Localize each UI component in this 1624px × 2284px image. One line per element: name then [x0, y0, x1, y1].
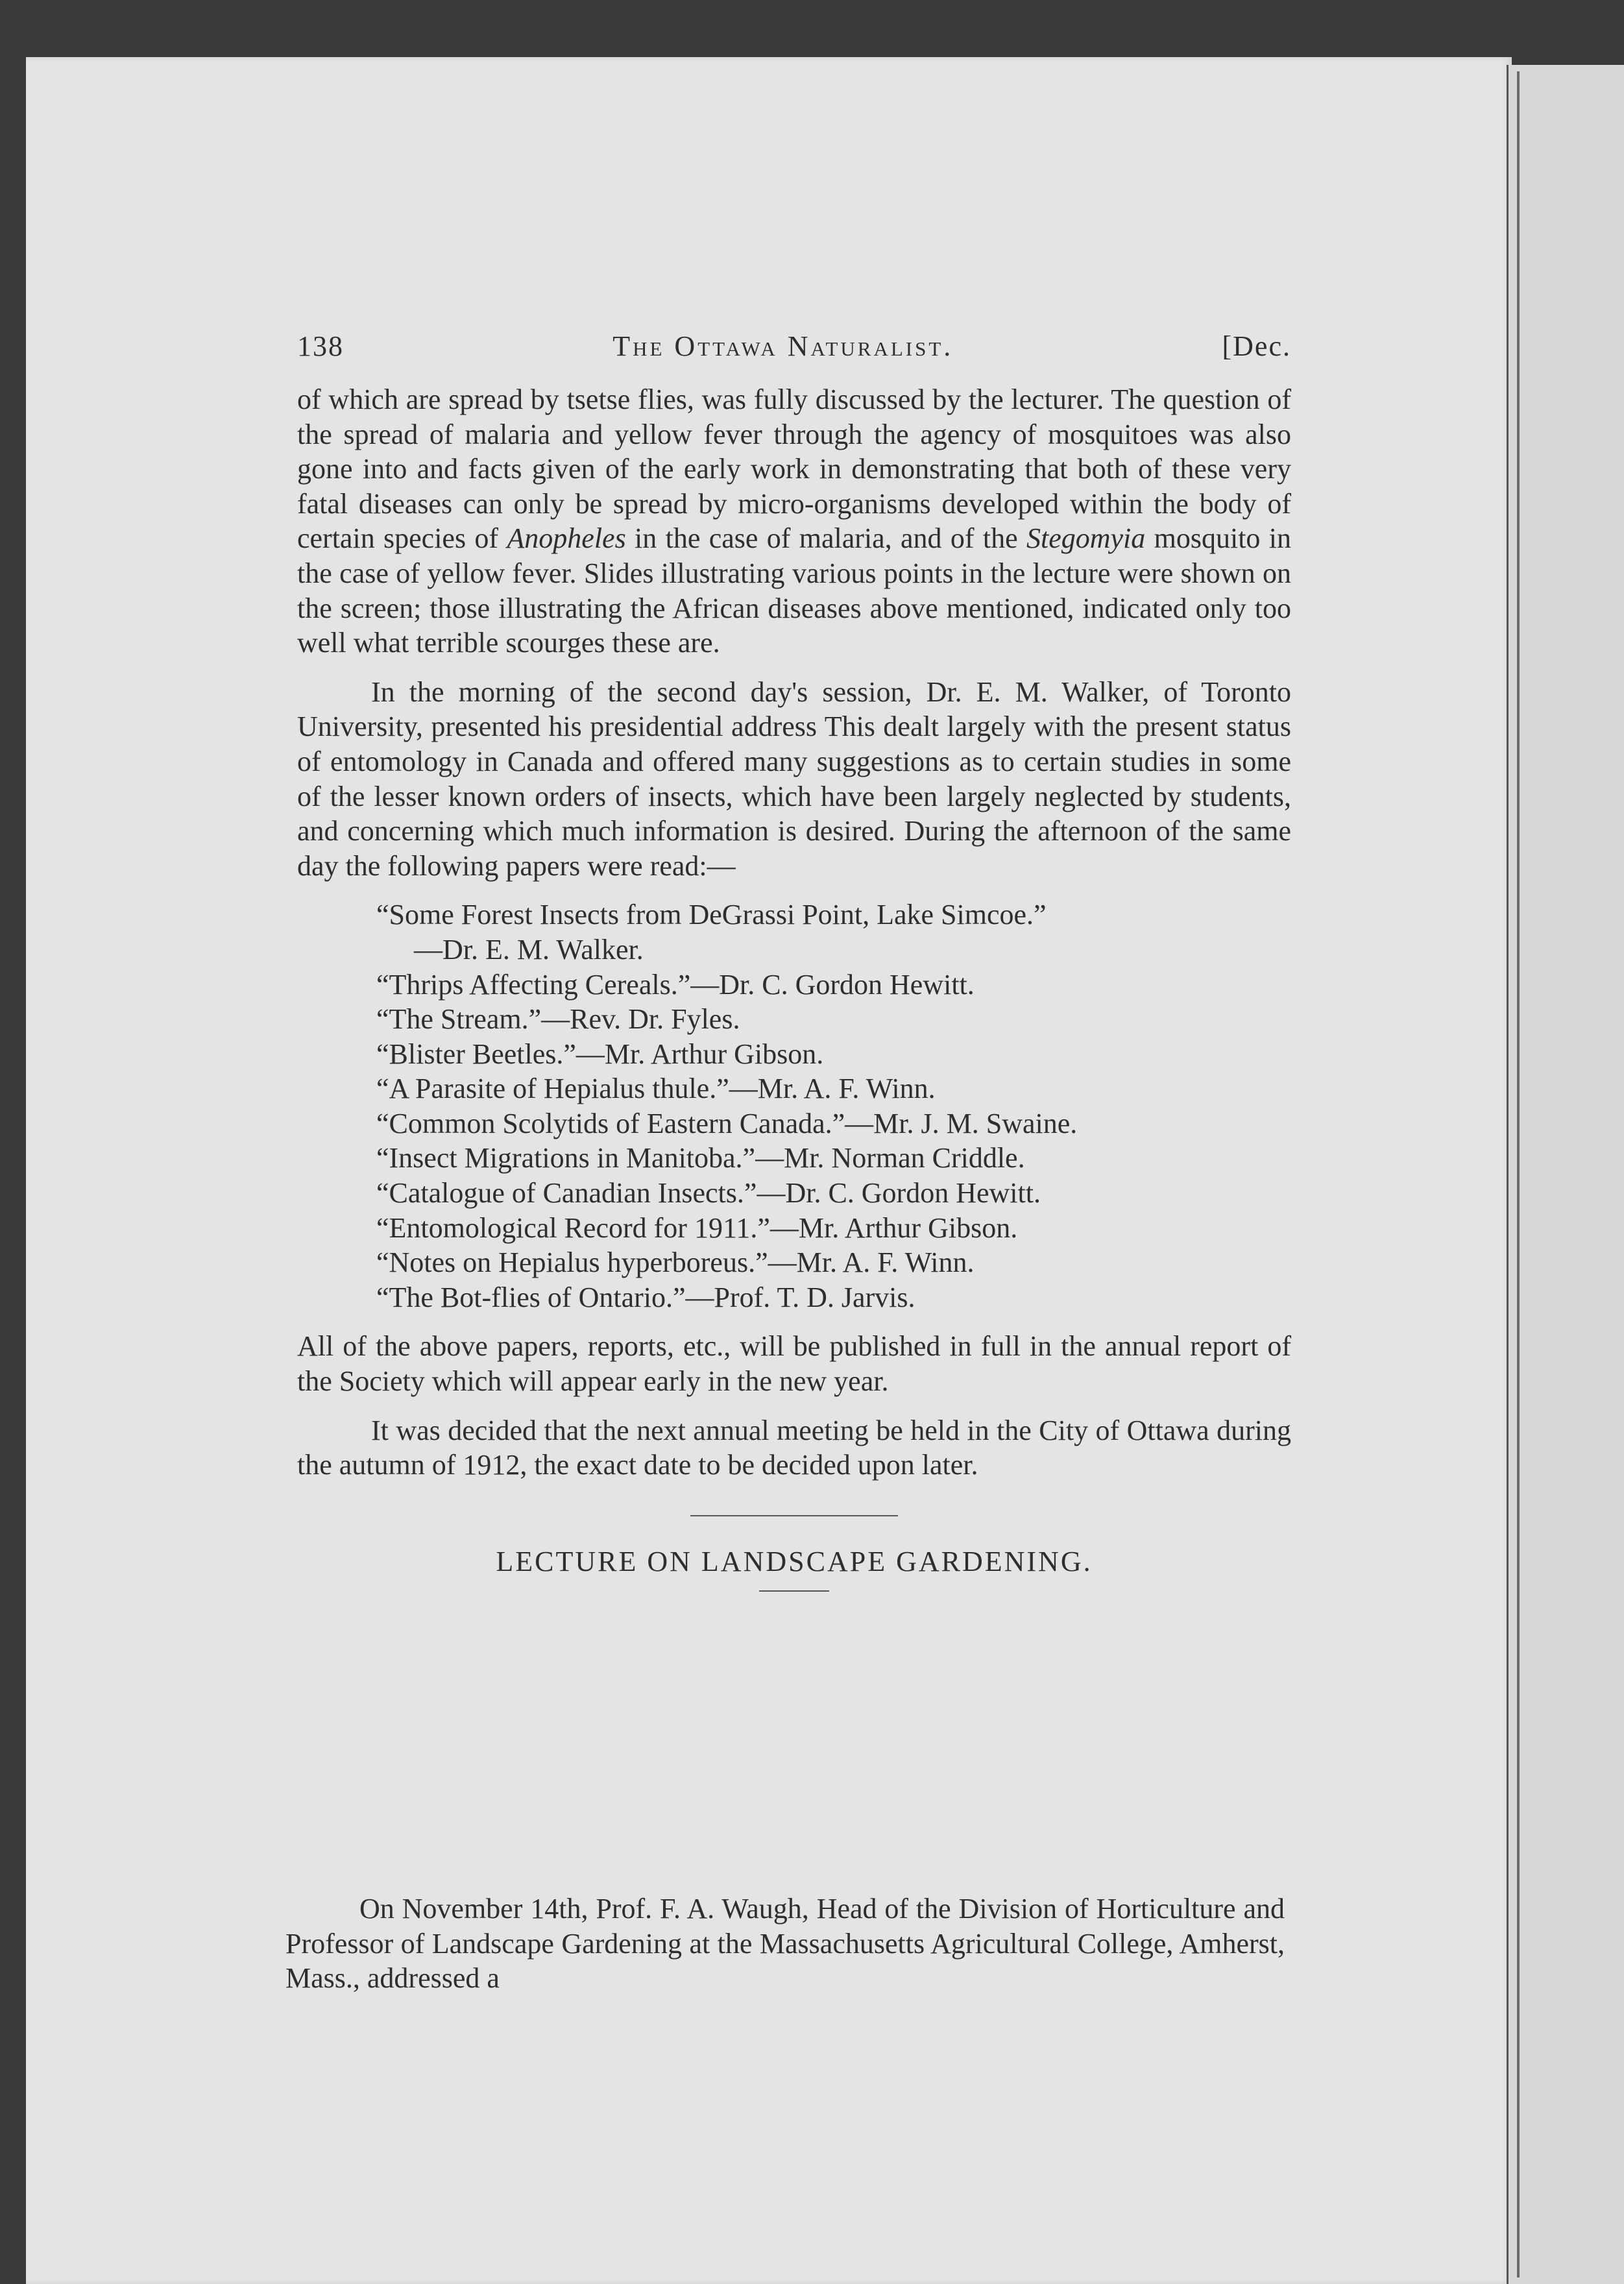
paragraph-malaria-text-3: mosquito in the case of yellow fever. Slides illustrating various points in the lecture were shown on the screen; those illustrating the African diseases above mentioned, indicated only too well what terrible scourges these are.: [297, 522, 1291, 659]
section-title: LECTURE ON LANDSCAPE GARDENING.: [496, 1545, 1093, 1577]
paper-item: “Insect Migrations in Manitoba.”—Mr. Norman Criddle.: [376, 1142, 1025, 1174]
paragraph-lecture: On November 14th, Prof. F. A. Waugh, Head of the Division of Horticulture and Professor of Landscape Gardening at the Massachusetts Agricultural College, Amherst, Mass., addressed a: [285, 1893, 1285, 1995]
paper-item: “A Parasite of Hepialus thule.”—Mr. A. F. Winn.: [376, 1073, 936, 1105]
paragraph-malaria: [297, 382, 1291, 661]
paper-item: “Thrips Affecting Cereals.”—Dr. C. Gordon Hewitt.: [376, 968, 975, 1001]
issue-month: [Dec.: [1222, 330, 1291, 362]
paragraph-publication: All of the above papers, reports, etc., will be published in full in the annual report of the Society which will appear early in the new year.: [297, 1330, 1291, 1398]
paper-item: “The Stream.”—Rev. Dr. Fyles.: [376, 1003, 740, 1036]
paper-item: “Catalogue of Canadian Insects.”—Dr. C. Gordon Hewitt.: [376, 1177, 1041, 1209]
lecture-paragraph-container: [285, 1891, 1285, 1996]
paper-author: —Dr. E. M. Walker.: [414, 933, 644, 966]
adjacent-page-rule: [1517, 71, 1520, 2278]
paragraph-malaria-text-2: in the case of malaria, and of the: [625, 522, 1026, 555]
paper-item: “Notes on Hepialus hyperboreus.”—Mr. A. F. Winn.: [376, 1246, 975, 1279]
page-body: [297, 330, 1291, 1592]
paper-item: “Some Forest Insects from DeGrassi Point, Lake Simcoe.”: [376, 899, 1047, 931]
genus-stegomyia: Stegomyia: [1026, 522, 1146, 555]
paragraph-malaria-text-1: of which are spread by tsetse flies, was fully discussed by the lecturer. The question of the spread of malaria and yellow fever through the agency of mosquitoes was also gone into and facts given of the early work in demonstrating that both of these very fatal diseases can only be spread by micro-organisms developed within the body of certain species of: [297, 383, 1291, 555]
title-underline: [759, 1590, 829, 1592]
section-divider: [690, 1515, 898, 1516]
running-head: [297, 330, 1291, 363]
journal-title: The Ottawa Naturalist.: [612, 330, 954, 362]
paper-item: “Blister Beetles.”—Mr. Arthur Gibson.: [376, 1038, 824, 1070]
paragraph-next-meeting: It was decided that the next annual meeting be held in the City of Ottawa during the autumn of 1912, the exact date to be decided upon later.: [297, 1414, 1291, 1481]
papers-list: [297, 897, 1291, 1315]
page-number: 138: [297, 330, 344, 362]
genus-anopheles: Anopheles: [507, 522, 626, 555]
paper-item: “The Bot-flies of Ontario.”—Prof. T. D. Jarvis.: [376, 1281, 915, 1313]
paper-item: “Common Scolytids of Eastern Canada.”—Mr. J. M. Swaine.: [376, 1107, 1078, 1139]
paragraph-presidential-address: In the morning of the second day's session, Dr. E. M. Walker, of Toronto University, presented his presidential address This dealt largely with the present status of entomology in Canada and offered many suggestions as to certain studies in some of the lesser known orders of insects, which have been largely neglected by students, and concerning which much information is desired. During the afternoon of the same day the following papers were read:—: [297, 675, 1291, 882]
adjacent-page-edge: [1507, 65, 1624, 2284]
paper-item: “Entomological Record for 1911.”—Mr. Arthur Gibson.: [376, 1211, 1018, 1244]
